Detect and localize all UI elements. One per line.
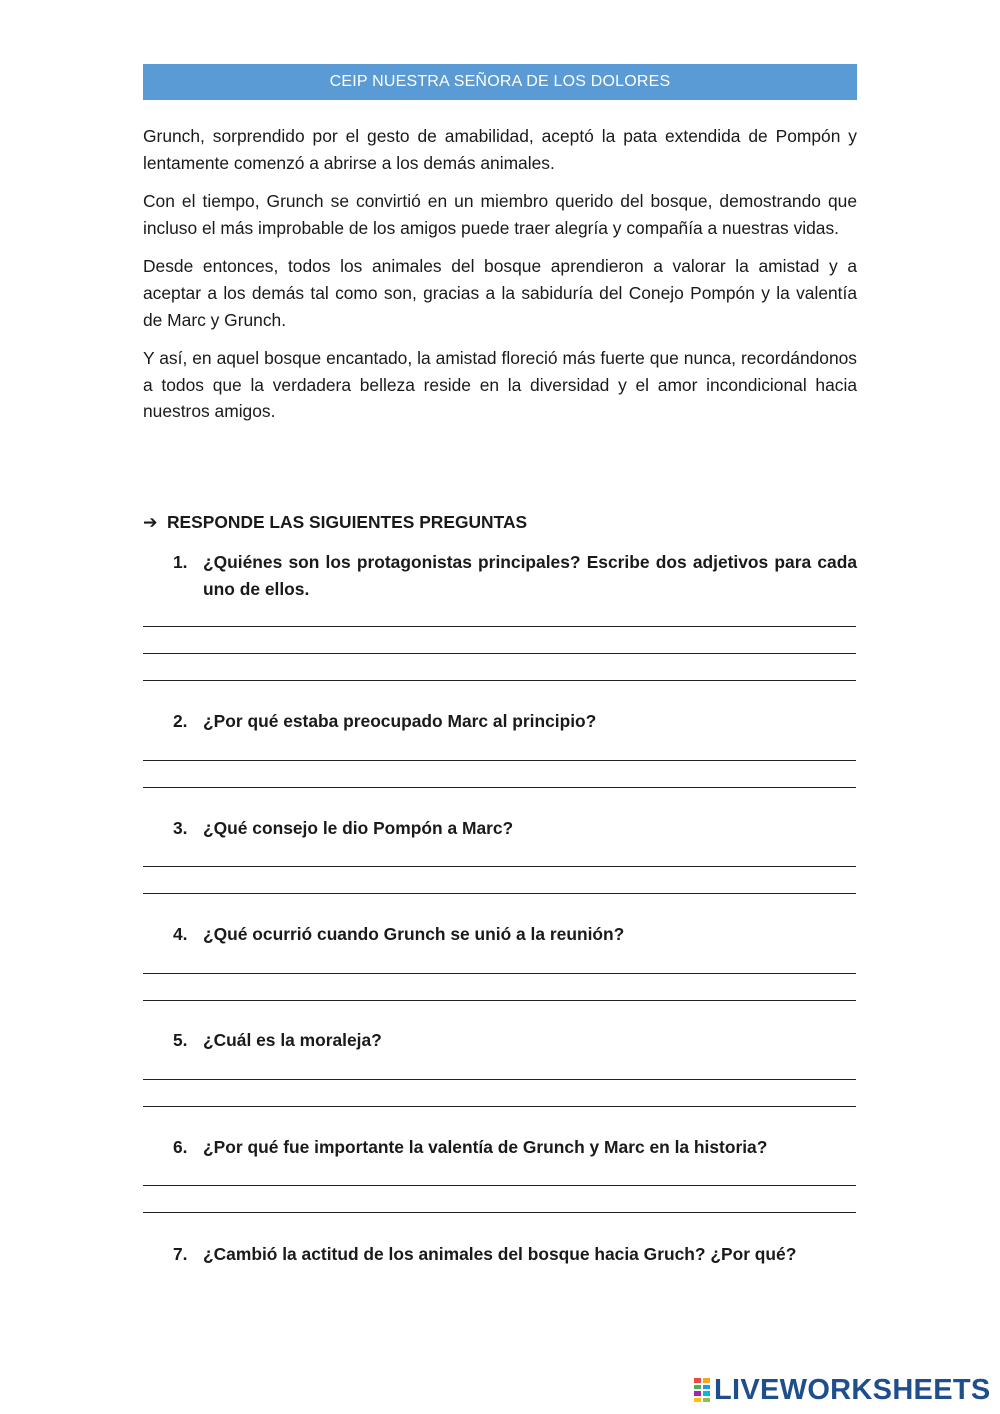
story-paragraph: Desde entonces, todos los animales del bosque aprendieron a valorar la amistad y a aceptar a los demás tal como son, gracias a la sabiduría del Conejo Pompón y la valentía de Marc y Grunch.: [143, 256, 857, 330]
question-text: ¿Quiénes son los protagonistas principales? Escribe dos adjetivos para cada uno de ellos.: [203, 552, 857, 599]
answer-line-q1-2[interactable]: [143, 653, 856, 654]
right-arrow-icon: ➔: [143, 512, 158, 532]
liveworksheets-logo[interactable]: [693, 1376, 991, 1404]
question-text: ¿Qué consejo le dio Pompón a Marc?: [203, 818, 514, 838]
question-number: 4.: [173, 924, 188, 944]
story-text: [143, 123, 857, 437]
liveworksheets-wordmark: LIVEWORKSHEETS: [714, 1374, 991, 1406]
question-5: [173, 1027, 857, 1054]
question-number: 7.: [173, 1244, 188, 1264]
answer-line-q6-1[interactable]: [143, 1185, 856, 1186]
question-number: 1.: [173, 552, 188, 572]
answer-line-q4-2[interactable]: [143, 1000, 856, 1001]
question-number: 3.: [173, 818, 188, 838]
answer-line-q1-1[interactable]: [143, 626, 856, 627]
answer-line-q6-2[interactable]: [143, 1212, 856, 1213]
school-header-bar: [143, 64, 857, 100]
answer-line-q2-2[interactable]: [143, 787, 856, 788]
story-paragraph: Grunch, sorprendido por el gesto de amabilidad, aceptó la pata extendida de Pompón y lentamente comenzó a abrirse a los demás animales.: [143, 126, 857, 173]
question-number: 6.: [173, 1137, 188, 1157]
question-1: [173, 549, 857, 602]
logo-tile: [702, 1397, 711, 1404]
question-text: ¿Cambió la actitud de los animales del bosque hacia Gruch? ¿Por qué?: [203, 1244, 797, 1264]
question-text: ¿Qué ocurrió cuando Grunch se unió a la reunión?: [203, 924, 625, 944]
question-4: [173, 921, 857, 948]
answer-line-q2-1[interactable]: [143, 760, 856, 761]
story-paragraph: Con el tiempo, Grunch se convirtió en un miembro querido del bosque, demostrando que incluso el más improbable de los amigos puede traer alegría y compañía a nuestras vidas.: [143, 191, 857, 238]
questions-heading: [143, 509, 857, 535]
question-6: [173, 1134, 857, 1161]
answer-line-q5-1[interactable]: [143, 1079, 856, 1080]
story-paragraph: Y así, en aquel bosque encantado, la amistad floreció más fuerte que nunca, recordándonos a todos que la verdadera belleza reside en la diversidad y el amor incondicional hacia nuestros amigos.: [143, 348, 857, 422]
school-name: CEIP NUESTRA SEÑORA DE LOS DOLORES: [329, 73, 671, 90]
question-3: [173, 815, 857, 842]
answer-line-q1-3[interactable]: [143, 680, 856, 681]
questions-heading-text: RESPONDE LAS SIGUIENTES PREGUNTAS: [167, 512, 528, 532]
logo-tile: [693, 1397, 702, 1404]
question-text: ¿Por qué estaba preocupado Marc al principio?: [203, 711, 597, 731]
question-number: 5.: [173, 1030, 188, 1050]
answer-line-q4-1[interactable]: [143, 973, 856, 974]
question-number: 2.: [173, 711, 188, 731]
answer-line-q3-1[interactable]: [143, 866, 856, 867]
question-text: ¿Cuál es la moraleja?: [203, 1030, 382, 1050]
answer-line-q3-2[interactable]: [143, 893, 856, 894]
answer-line-q5-2[interactable]: [143, 1106, 856, 1107]
question-2: [173, 708, 857, 735]
question-7: [173, 1241, 857, 1268]
liveworksheets-mark-icon: [693, 1377, 711, 1403]
question-text: ¿Por qué fue importante la valentía de Grunch y Marc en la historia?: [203, 1137, 768, 1157]
